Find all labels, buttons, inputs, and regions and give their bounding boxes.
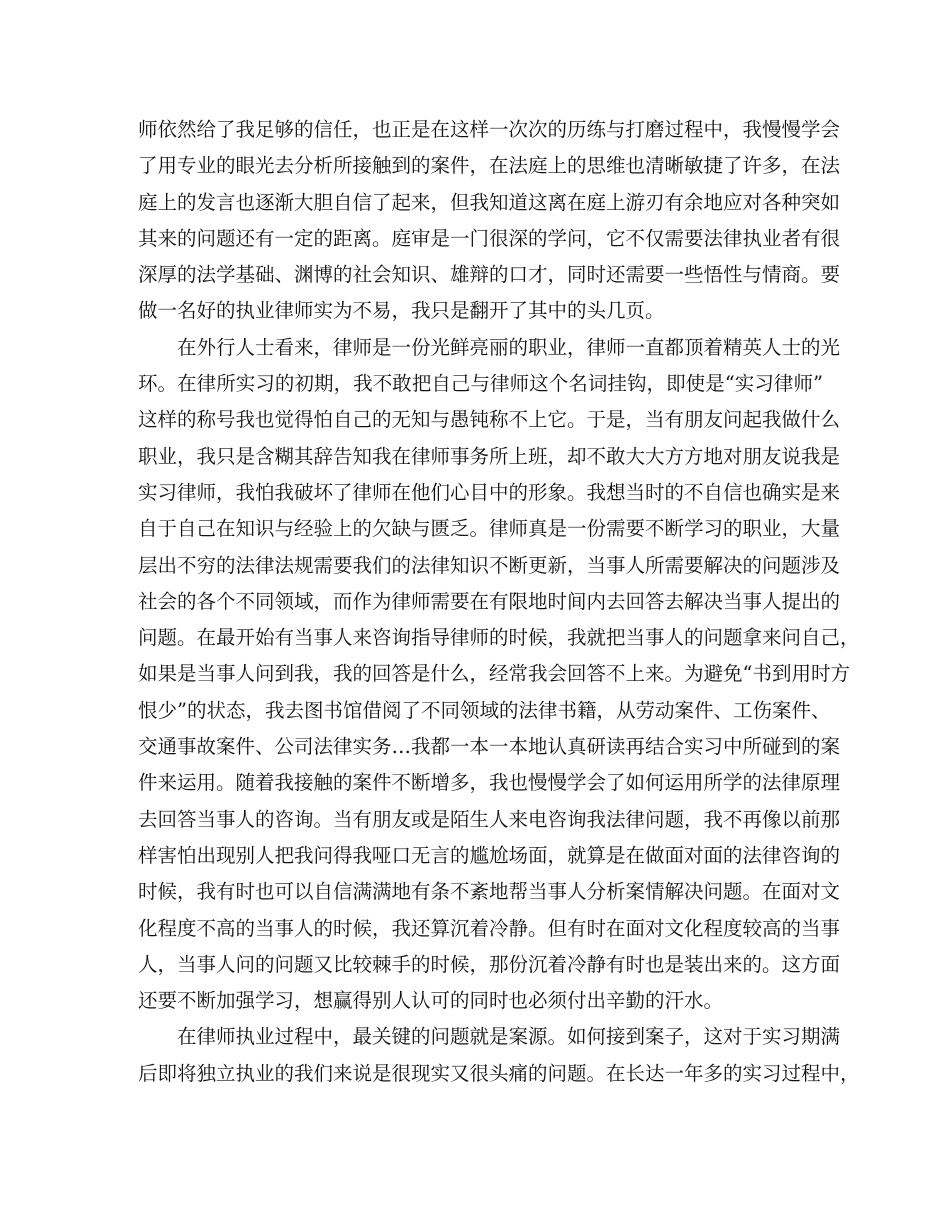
text-line: 去回答当事人的咨询。当有朋友或是陌生人来电咨询我法律问题，我不再像以前那	[138, 807, 841, 831]
text-line: 问题。在最开始有当事人来咨询指导律师的时候，我就把当事人的问题拿来问自己，	[138, 626, 860, 650]
text-line: 后即将独立执业的我们来说是很现实又很头痛的问题。在长达一年多的实习过程中，	[138, 1061, 860, 1085]
text-line: 做一名好的执业律师实为不易，我只是翻开了其中的头几页。	[138, 299, 665, 323]
text-line: 了用专业的眼光去分析所接触到的案件，在法庭上的思维也清晰敏捷了许多，在法	[138, 154, 841, 178]
text-line: 时候，我有时也可以自信满满地有条不紊地帮当事人分析案情解决问题。在面对文	[138, 880, 841, 904]
paragraph	[138, 112, 841, 330]
text-line: 化程度不高的当事人的时候，我还算沉着冷静。但有时在面对文化程度较高的当事	[138, 916, 841, 940]
body-text	[138, 112, 860, 1092]
text-line: 社会的各个不同领域，而作为律师需要在有限地时间内去回答去解决当事人提出的	[138, 589, 841, 613]
text-line: 职业，我只是含糊其辞告知我在律师事务所上班，却不敢大大方方地对朋友说我是	[138, 444, 841, 468]
text-line: 恨少”的状态，我去图书馆借阅了不同领域的法律书籍，从劳动案件、工伤案件、	[138, 698, 831, 722]
text-line: 环。在律所实习的初期，我不敢把自己与律师这个名词挂钩，即使是“实习律师”	[138, 372, 823, 396]
text-line: 深厚的法学基础、渊博的社会知识、雄辩的口才，同时还需要一些悟性与情商。要	[138, 263, 841, 287]
text-line: 件来运用。随着我接触的案件不断增多，我也慢慢学会了如何运用所学的法律原理	[138, 771, 841, 795]
text-line: 交通事故案件、公司法律实务…我都一本一本地认真研读再结合实习中所碰到的案	[138, 735, 841, 759]
text-line: 这样的称号我也觉得怕自己的无知与愚钝称不上它。于是，当有朋友问起我做什么	[138, 408, 841, 432]
text-line: 实习律师，我怕我破坏了律师在他们心目中的形象。我想当时的不自信也确实是来	[138, 480, 841, 504]
text-line: 层出不穷的法律法规需要我们的法律知识不断更新，当事人所需要解决的问题涉及	[138, 553, 841, 577]
text-line: 其来的问题还有一定的距离。庭审是一门很深的学问，它不仅需要法律执业者有很	[138, 226, 841, 250]
text-line: 在外行人士看来，律师是一份光鲜亮丽的职业，律师一直都顶着精英人士的光	[177, 335, 841, 359]
paragraph	[138, 330, 860, 1020]
text-line: 如果是当事人问到我，我的回答是什么，经常我会回答不上来。为避免“书到用时方	[138, 662, 850, 686]
text-line: 师依然给了我足够的信任，也正是在这样一次次的历练与打磨过程中，我慢慢学会	[138, 118, 841, 141]
text-line: 人，当事人问的问题又比较棘手的时候，那份沉着冷静有时也是装出来的。这方面	[138, 952, 841, 976]
text-line: 在律师执业过程中，最关键的问题就是案源。如何接到案子，这对于实习期满	[177, 1025, 841, 1049]
text-line: 庭上的发言也逐渐大胆自信了起来，但我知道这离在庭上游刃有余地应对各种突如	[138, 190, 841, 214]
text-line: 还要不断加强学习，想赢得别人认可的同时也必须付出辛勤的汗水。	[138, 989, 724, 1013]
paragraph	[138, 1019, 860, 1092]
text-line: 自于自己在知识与经验上的欠缺与匮乏。律师真是一份需要不断学习的职业，大量	[138, 517, 841, 541]
text-line: 样害怕出现别人把我问得我哑口无言的尴尬场面，就算是在做面对面的法律咨询的	[138, 843, 841, 867]
